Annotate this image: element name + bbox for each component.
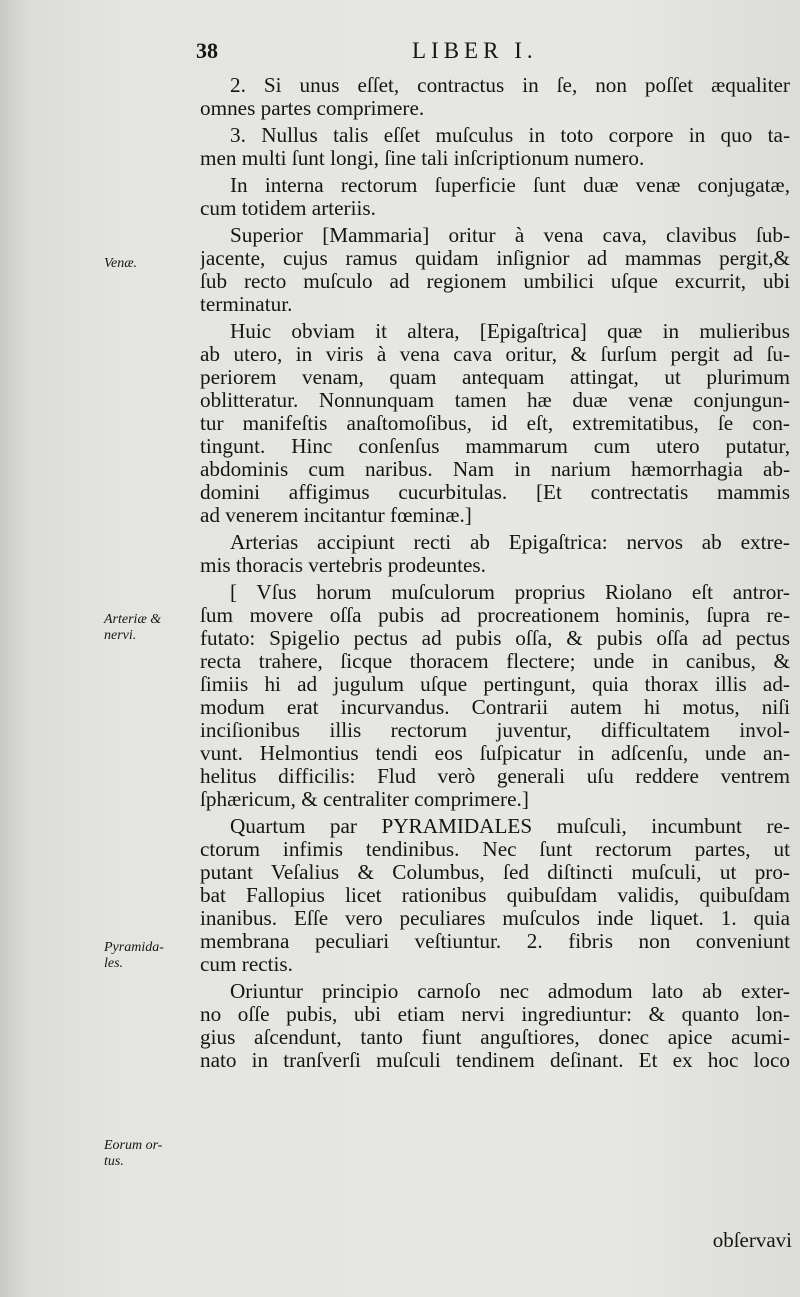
text-line: domini affigimus cucurbitulas. [Et contrectatis mammis bbox=[200, 481, 790, 504]
paragraph-p1 bbox=[200, 74, 790, 120]
text-line: ſub recto muſculo ad regionem umbilici uſque excurrit, ubi bbox=[200, 270, 790, 293]
paragraph-p6 bbox=[200, 531, 790, 577]
text-line: bat Fallopius licet rationibus quibuſdam validis, quibuſdam bbox=[200, 884, 790, 907]
text-line: ſum movere oſſa pubis ad procreationem hominis, ſupra re- bbox=[200, 604, 790, 627]
text-line: 2. Si unus eſſet, contractus in ſe, non poſſet æqualiter bbox=[230, 74, 790, 97]
text-line: membrana peculiari veſtiuntur. 2. fibris non conveniunt bbox=[200, 930, 790, 953]
margin-note-venae: Venæ. bbox=[104, 256, 138, 271]
page-header bbox=[196, 38, 796, 68]
text-line: Superior [Mammaria] oritur à vena cava, clavibus ſub- bbox=[230, 224, 790, 247]
text-line: periorem venam, quam antequam attingat, ut plurimum bbox=[200, 366, 790, 389]
paragraph-p3 bbox=[200, 174, 790, 220]
text-line: In interna rectorum ſuperficie ſunt duæ venæ conjugatæ, bbox=[230, 174, 790, 197]
text-line: terminatur. bbox=[200, 293, 293, 316]
running-head: LIBER I. bbox=[412, 38, 538, 63]
text-line: cum totidem arteriis. bbox=[200, 197, 376, 220]
text-line: ab utero, in viris à vena cava oritur, & ſurſum pergit ad ſu- bbox=[200, 343, 790, 366]
text-line: Quartum par PYRAMIDALES muſculi, incumbunt re- bbox=[230, 815, 790, 838]
paragraph-p2 bbox=[200, 124, 790, 170]
text-line: nato in tranſverſi muſculi tendinem deſinant. Et ex hoc loco bbox=[200, 1049, 790, 1072]
text-line: jacente, cujus ramus quidam inſignior ad mammas pergit,& bbox=[200, 247, 790, 270]
text-line: inanibus. Eſſe vero peculiares muſculos inde liquet. 1. quia bbox=[200, 907, 790, 930]
margin-note-pyramidales: Pyramida- les. bbox=[104, 940, 164, 971]
text-line: ad venerem incitantur fœminæ.] bbox=[200, 504, 472, 527]
text-line: helitus difficilis: Flud verò generali uſu reddere ventrem bbox=[200, 765, 790, 788]
paragraph-p5 bbox=[200, 320, 790, 527]
text-line: recta trahere, ſicque thoracem flectere; unde in canibus, & bbox=[200, 650, 790, 673]
text-line: putant Veſalius & Columbus, ſed diſtincti muſculi, ut pro- bbox=[200, 861, 790, 884]
body-text bbox=[200, 74, 790, 1076]
page-number: 38 bbox=[196, 38, 218, 63]
text-line: Arterias accipiunt recti ab Epigaſtrica: nervos ab extre- bbox=[230, 531, 790, 554]
margin-note-arteriae: Arteriæ & nervi. bbox=[104, 612, 162, 643]
text-line: vunt. Helmontius tendi eos ſuſpicatur in adſcenſu, unde an- bbox=[200, 742, 790, 765]
text-line: oblitteratur. Nonnunquam tamen hæ duæ venæ conjungun- bbox=[200, 389, 790, 412]
text-line: men multi ſunt longi, ſine tali inſcriptionum numero. bbox=[200, 147, 645, 170]
text-line: cum rectis. bbox=[200, 953, 293, 976]
text-line: futato: Spigelio pectus ad pubis oſſa, & pubis oſſa ad pectus bbox=[200, 627, 790, 650]
text-line: omnes partes comprimere. bbox=[200, 97, 425, 120]
text-line: Huic obviam it altera, [Epigaſtrica] quæ in mulieribus bbox=[230, 320, 790, 343]
text-line: tur manifeſtis anaſtomoſibus, id eſt, extremitatibus, ſe con- bbox=[200, 412, 790, 435]
paragraph-p7 bbox=[200, 581, 790, 811]
text-line: Oriuntur principio carnoſo nec admodum lato ab exter- bbox=[230, 980, 790, 1003]
text-line: no oſſe pubis, ubi etiam nervi ingrediuntur: & quanto lon- bbox=[200, 1003, 790, 1026]
text-line: 3. Nullus talis eſſet muſculus in toto corpore in quo ta- bbox=[230, 124, 790, 147]
paragraph-p9 bbox=[200, 980, 790, 1072]
text-line: mis thoracis vertebris prodeuntes. bbox=[200, 554, 486, 577]
text-line: gius aſcendunt, tanto fiunt anguſtiores, donec apice acumi- bbox=[200, 1026, 790, 1049]
text-line: ſphæricum, & centraliter comprimere.] bbox=[200, 788, 529, 811]
margin-note-eorum-ortus: Eorum or- tus. bbox=[104, 1138, 163, 1169]
catchword: obſervavi bbox=[712, 1228, 792, 1252]
paragraph-p4 bbox=[200, 224, 790, 316]
text-line: ſimiis hi ad jugulum uſque pertingunt, quia thorax illis ad- bbox=[200, 673, 790, 696]
text-line: abdominis cum naribus. Nam in narium hæmorrhagia ab- bbox=[200, 458, 790, 481]
text-line: tingunt. Hinc conſenſus mammarum cum utero putatur, bbox=[200, 435, 790, 458]
text-line: ctorum infimis tendinibus. Nec ſunt rectorum partes, ut bbox=[200, 838, 790, 861]
text-line: inciſionibus illis rectorum juventur, difficultatem invol- bbox=[200, 719, 790, 742]
text-line: [ Vſus horum muſculorum proprius Riolano eſt antror- bbox=[230, 581, 790, 604]
paragraph-p8 bbox=[200, 815, 790, 976]
text-line: modum erat incurvandus. Contrarii autem hi motus, niſi bbox=[200, 696, 790, 719]
